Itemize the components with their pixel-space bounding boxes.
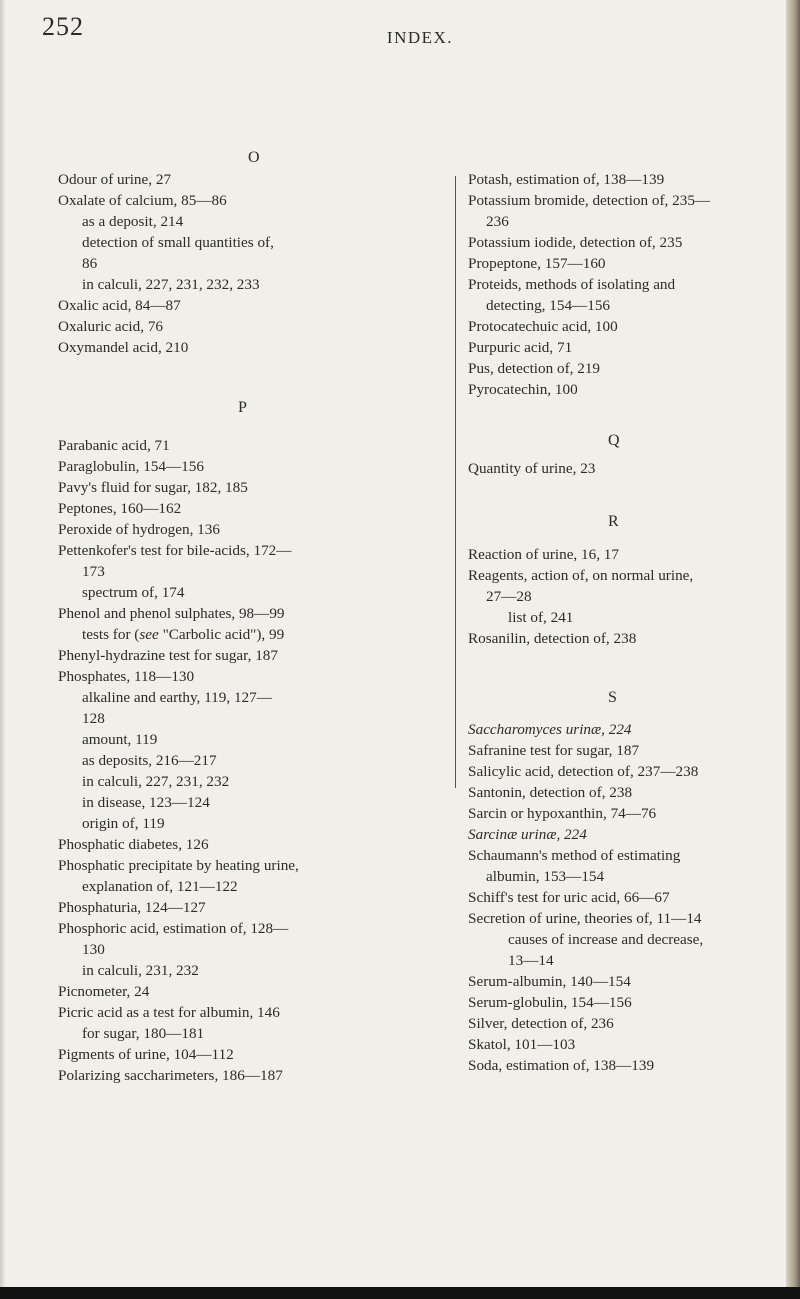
index-entry: Polarizing saccharimeters, 186—187 — [58, 1067, 283, 1084]
section-letter-s: S — [608, 689, 617, 706]
index-entry: Phosphates, 118—130 — [58, 668, 195, 685]
see-text: see — [139, 626, 159, 643]
page-number: 252 — [42, 12, 84, 41]
index-entry: Parabanic acid, 71 — [58, 437, 170, 454]
index-entry: Soda, estimation of, 138—139 — [468, 1057, 655, 1074]
index-entry: Paraglobulin, 154—156 — [58, 458, 204, 475]
running-head: INDEX. — [386, 28, 454, 47]
index-entry: Purpuric acid, 71 — [468, 339, 573, 356]
index-entry: Schiff's test for uric acid, 66—67 — [468, 889, 670, 906]
index-entry: Phosphaturia, 124—127 — [58, 899, 206, 916]
index-entry: Sarcinæ urinæ, 224 — [468, 826, 587, 843]
index-subentry: amount, 119 — [82, 731, 158, 748]
index-subentry: as deposits, 216—217 — [82, 752, 217, 769]
index-entry: Propeptone, 157—160 — [468, 255, 606, 272]
carbolic-ref: "Carbolic acid"), 99 — [158, 626, 285, 643]
index-continuation: 86 — [82, 255, 98, 272]
index-entry: Protocatechuic acid, 100 — [468, 318, 618, 335]
page-bottom-edge — [0, 1287, 800, 1299]
index-subentry: in calculi, 227, 231, 232 — [82, 773, 230, 790]
page-right-edge — [786, 0, 800, 1299]
page-left-edge — [0, 0, 6, 1299]
index-subentry: alkaline and earthy, 119, 127— — [82, 689, 272, 706]
index-entry: Secretion of urine, theories of, 11—14 — [468, 910, 702, 927]
index-entry: Rosanilin, detection of, 238 — [468, 630, 637, 647]
index-entry: Potash, estimation of, 138—139 — [468, 171, 665, 188]
index-entry: Phenol and phenol sulphates, 98—99 — [58, 605, 285, 622]
index-entry: Saccharomyces urinæ, 224 — [468, 721, 632, 738]
index-subentry: causes of increase and decrease, — [508, 931, 704, 948]
index-continuation: 130 — [82, 941, 105, 958]
index-continuation: 128 — [82, 710, 105, 727]
section-letter-o: O — [248, 149, 260, 166]
index-entry: Reaction of urine, 16, 17 — [468, 546, 619, 563]
index-continuation: 236 — [486, 213, 509, 230]
index-entry: Schaumann's method of estimating — [468, 847, 681, 864]
index-entry: Potassium bromide, detection of, 235— — [468, 192, 711, 209]
index-entry: Phosphatic precipitate by heating urine, — [58, 857, 299, 874]
index-entry: Pettenkofer's test for bile-acids, 172— — [58, 542, 292, 559]
index-entry: Odour of urine, 27 — [58, 171, 172, 188]
section-letter-p: P — [238, 399, 247, 416]
index-continuation: albumin, 153—154 — [486, 868, 605, 885]
index-entry: Reagents, action of, on normal urine, — [468, 567, 694, 584]
index-entry: Oxymandel acid, 210 — [58, 339, 189, 356]
index-entry: Proteids, methods of isolating and — [468, 276, 676, 293]
index-entry: Peroxide of hydrogen, 136 — [58, 521, 220, 538]
index-continuation: 173 — [82, 563, 105, 580]
index-entry: Picnometer, 24 — [58, 983, 150, 1000]
index-entry: Salicylic acid, detection of, 237—238 — [468, 763, 699, 780]
index-entry: Santonin, detection of, 238 — [468, 784, 633, 801]
tests-for-text: tests for ( — [82, 626, 140, 643]
index-entry: Silver, detection of, 236 — [468, 1015, 614, 1032]
index-entry: Pavy's fluid for sugar, 182, 185 — [58, 479, 248, 496]
index-entry: Pyrocatechin, 100 — [468, 381, 578, 398]
index-entry: Serum-albumin, 140—154 — [468, 973, 631, 990]
index-subentry: in calculi, 231, 232 — [82, 962, 199, 979]
index-continuation: 13—14 — [508, 952, 554, 969]
index-subentry: in disease, 123—124 — [82, 794, 210, 811]
index-entry: Serum-globulin, 154—156 — [468, 994, 632, 1011]
index-continuation: detecting, 154—156 — [486, 297, 611, 314]
index-entry: Peptones, 160—162 — [58, 500, 182, 517]
index-entry: Pus, detection of, 219 — [468, 360, 601, 377]
section-letter-q: Q — [608, 432, 620, 449]
section-letter-r: R — [608, 513, 619, 530]
index-subentry: detection of small quantities of, — [82, 234, 274, 251]
index-entry: Picric acid as a test for albumin, 146 — [58, 1004, 280, 1021]
index-entry: Phenyl-hydrazine test for sugar, 187 — [58, 647, 278, 664]
column-divider — [455, 176, 456, 788]
index-entry: Oxaluric acid, 76 — [58, 318, 164, 335]
index-entry: Quantity of urine, 23 — [468, 460, 596, 477]
index-entry: Safranine test for sugar, 187 — [468, 742, 640, 759]
index-subentry — [82, 625, 284, 645]
index-entry: Potassium iodide, detection of, 235 — [468, 234, 683, 251]
index-continuation: 27—28 — [486, 588, 532, 605]
index-entry: Oxalic acid, 84—87 — [58, 297, 181, 314]
index-entry: Skatol, 101—103 — [468, 1036, 576, 1053]
index-entry: Sarcin or hypoxanthin, 74—76 — [468, 805, 657, 822]
index-entry: Oxalate of calcium, 85—86 — [58, 192, 227, 209]
index-entry: Pigments of urine, 104—112 — [58, 1046, 234, 1063]
index-continuation: explanation of, 121—122 — [82, 878, 238, 895]
index-entry: Phosphatic diabetes, 126 — [58, 836, 209, 853]
index-subentry: for sugar, 180—181 — [82, 1025, 205, 1042]
index-subentry: list of, 241 — [508, 609, 574, 626]
index-subentry: spectrum of, 174 — [82, 584, 185, 601]
index-subentry: as a deposit, 214 — [82, 213, 184, 230]
index-subentry: in calculi, 227, 231, 232, 233 — [82, 276, 260, 293]
index-subentry: origin of, 119 — [82, 815, 165, 832]
index-entry: Phosphoric acid, estimation of, 128— — [58, 920, 289, 937]
